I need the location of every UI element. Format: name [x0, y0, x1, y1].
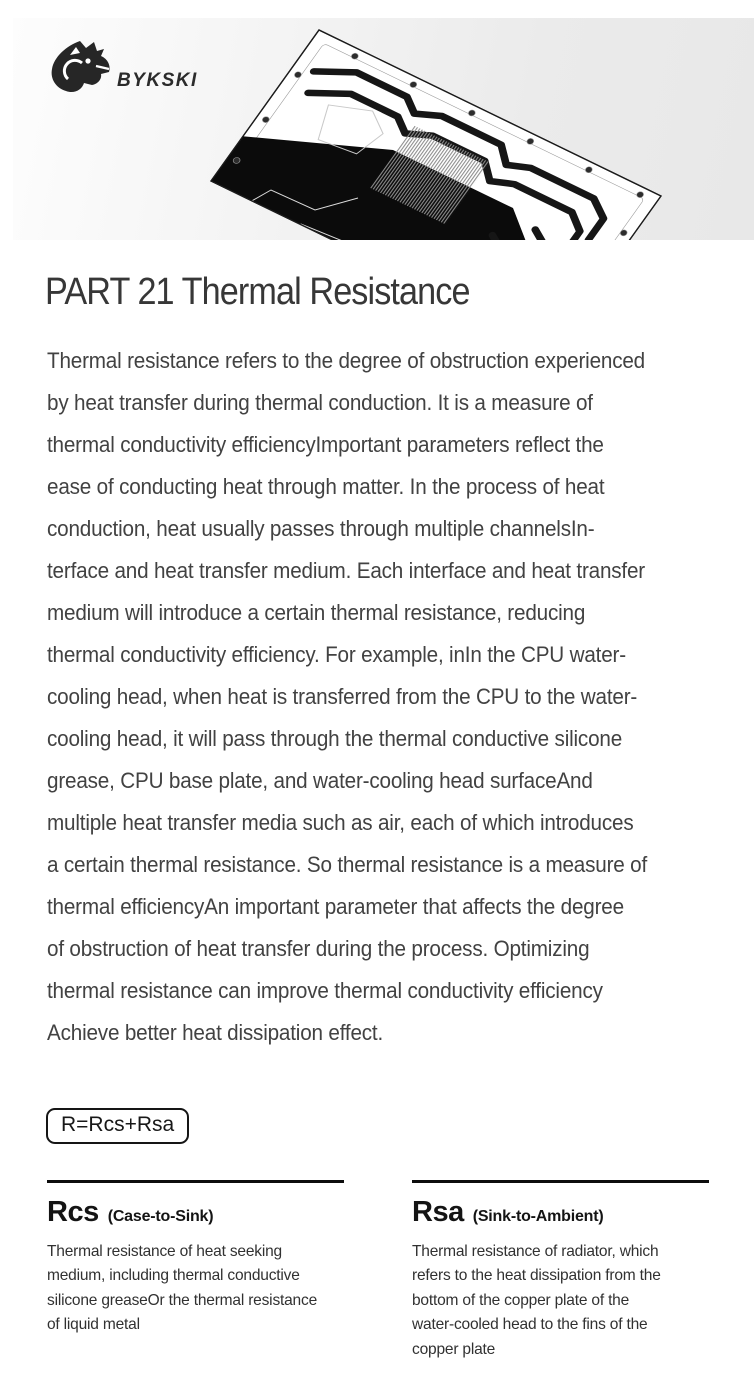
definition-line: silicone greaseOr the thermal resistance	[47, 1291, 318, 1309]
definition-line: refers to the heat dissipation from the	[412, 1267, 661, 1285]
paragraph-line: cooling head, when heat is transferred from the CPU to the water-	[47, 683, 638, 709]
definition-line: Thermal resistance of heat seeking	[47, 1242, 282, 1260]
definitions-section	[47, 1180, 754, 1363]
definition-rsa	[412, 1180, 709, 1363]
paragraph-line: medium will introduce a certain thermal resistance, reducing	[47, 599, 586, 625]
divider-line	[47, 1180, 344, 1183]
definition-rcs	[47, 1180, 344, 1363]
hero-banner	[13, 18, 754, 240]
paragraph-line: Achieve better heat dissipation effect.	[47, 1019, 384, 1045]
definition-line: bottom of the copper plate of the	[412, 1291, 630, 1309]
definition-line: water-cooled head to the fins of the	[412, 1316, 648, 1334]
paragraph-line: conduction, heat usually passes through multiple channelsIn-	[47, 515, 595, 541]
paragraph-line: thermal conductivity efficiency. For example, inIn the CPU water-	[47, 641, 626, 667]
paragraph-line: cooling head, it will pass through the thermal conductive silicone	[47, 725, 623, 751]
paragraph-line: thermal efficiencyAn important parameter that affects the degree	[47, 893, 624, 919]
page-title: PART 21 Thermal Resistance	[45, 271, 470, 313]
divider-line	[412, 1180, 709, 1183]
definition-qualifier: (Sink-to-Ambient)	[472, 1207, 604, 1225]
bykski-logo	[46, 33, 216, 103]
definition-heading	[412, 1196, 709, 1229]
paragraph-line: multiple heat transfer media such as air, each of which introduces	[47, 809, 634, 835]
paragraph-line: thermal conductivity efficiencyImportant parameters reflect the	[47, 431, 604, 457]
definition-line: Thermal resistance of radiator, which	[412, 1242, 659, 1260]
paragraph-line: ease of conducting heat through matter. In the process of heat	[47, 473, 605, 499]
paragraph-line: terface and heat transfer medium. Each interface and heat transfer	[47, 557, 646, 583]
definition-qualifier: (Case-to-Sink)	[107, 1207, 214, 1225]
paragraph-line: grease, CPU base plate, and water-cooling head surfaceAnd	[47, 767, 593, 793]
definition-heading	[47, 1196, 344, 1229]
definition-line: of liquid metal	[47, 1316, 140, 1334]
paragraph-line: by heat transfer during thermal conduction. It is a measure of	[47, 389, 593, 415]
paragraph-line: a certain thermal resistance. So thermal resistance is a measure of	[47, 851, 648, 877]
body-paragraph	[47, 340, 754, 1054]
paragraph-line: Thermal resistance refers to the degree of obstruction experienced	[47, 347, 645, 373]
definition-text	[47, 1240, 344, 1338]
formula-box: R=Rcs+Rsa	[46, 1108, 189, 1144]
paragraph-line: thermal resistance can improve thermal conductivity efficiency	[47, 977, 603, 1003]
dragon-icon	[52, 41, 110, 92]
definition-line: copper plate	[412, 1340, 496, 1358]
definition-line: medium, including thermal conductive	[47, 1267, 300, 1285]
definition-term: Rcs	[47, 1195, 99, 1228]
bykski-logo-text: BYKSKI	[117, 70, 198, 91]
paragraph-line: of obstruction of heat transfer during the process. Optimizing	[47, 935, 590, 961]
definition-text	[412, 1240, 709, 1363]
definition-term: Rsa	[412, 1195, 464, 1228]
